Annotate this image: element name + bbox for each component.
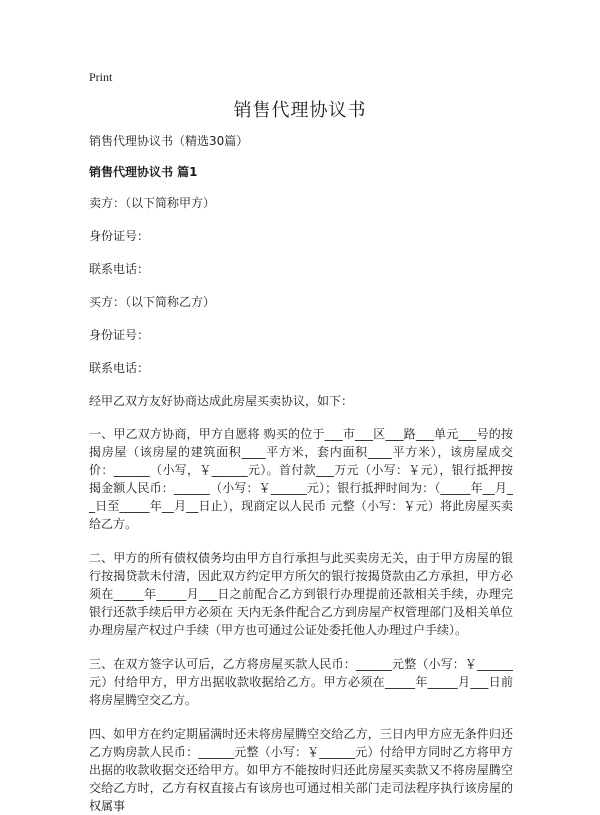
document-title: 销售代理协议书 xyxy=(233,100,367,121)
print-label: Print xyxy=(89,70,113,84)
seller-id-field: 身份证号： xyxy=(89,229,150,243)
clause-3: 三、在双方签字认可后，乙方将房屋买款人民币：______元整（小写：￥______元）付给甲方，甲方出据收款收据给乙方。甲方必须在_____年_____月___日前将房屋腾空交乙方。 xyxy=(89,657,513,707)
document-subtitle: 销售代理协议书（精选30篇） xyxy=(89,134,249,148)
clause-2: 二、甲方的所有债权债务均由甲方自行承担与此买卖房无关，由于甲方房屋的银行按揭贷款未付清，因此双方约定甲方所欠的银行按揭贷款由乙方承担，甲方必须在_____年_____月___日之前配合乙方到银行办理提前还款相关手续，办理完银行还款手续后甲方必须在 天内无条件配合乙方到房屋产权管理部门及相关单位办理房屋产权过户手续（甲方也可通过公证处委托他人办理过户手续）。 xyxy=(89,551,513,637)
buyer-field: 买方：（以下简称乙方） xyxy=(89,295,216,309)
buyer-phone-field: 联系电话： xyxy=(89,361,150,375)
seller-field: 卖方：（以下简称甲方） xyxy=(89,196,216,210)
buyer-id-field: 身份证号： xyxy=(89,328,150,342)
section-title: 销售代理协议书 篇1 xyxy=(89,165,198,179)
seller-phone-field: 联系电话： xyxy=(89,262,150,276)
document-body xyxy=(89,132,513,815)
clause-1: 一、甲乙双方协商，甲方自愿将 购买的位于___市___区___路___单元___号的按揭房屋（该房屋的建筑面积____平方米，套内面积____平方米），该房屋成交价：______（小写，￥______元）。首付款___万元（小写：￥元），银行抵押按揭金额人民币：______（小写：￥______元）；银行抵押时间为：（_____年__月__日至_____年__月__日止），现商定以人民币 元整（小写：￥元）将此房屋买卖给乙方。 xyxy=(89,427,513,531)
agreement-intro: 经甲乙双方友好协商达成此房屋买卖协议，如下： xyxy=(89,394,354,408)
clause-4: 四、如甲方在约定期届满时还未将房屋腾空交给乙方，三日内甲方应无条件归还乙方购房款人民币：______元整（小写：￥______元）付给甲方同时乙方将甲方出据的收款收据交还给甲方。如甲方不能按时归还此房屋买卖款又不将房屋腾空交给乙方时，乙方有权直接占有该房也可通过相关部门走司法程序执行该房屋的权属事 xyxy=(89,727,513,813)
